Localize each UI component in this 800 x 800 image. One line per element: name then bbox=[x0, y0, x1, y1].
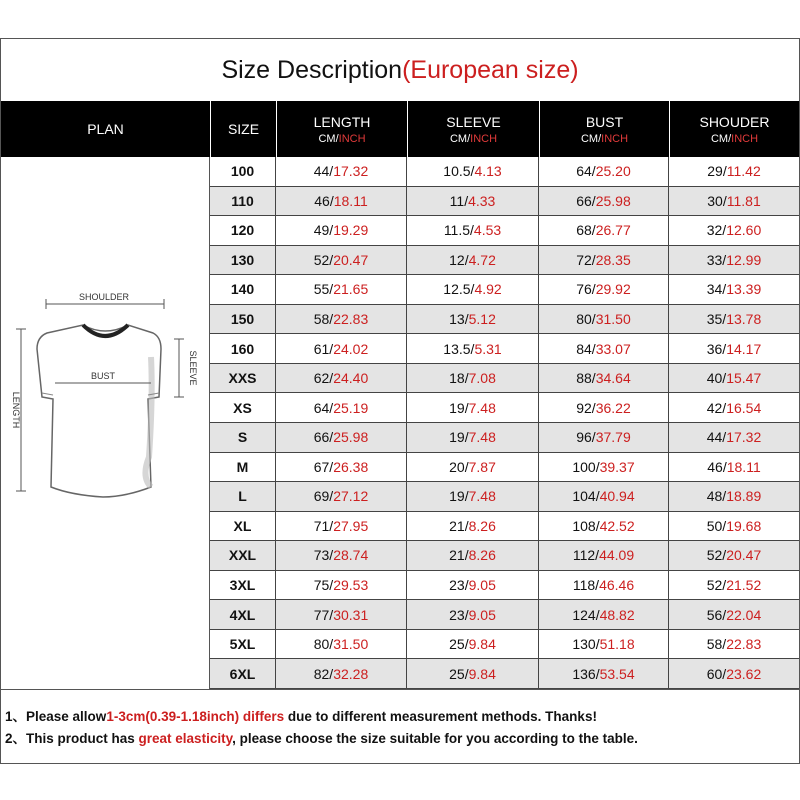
sleeve-inch: 7.48 bbox=[468, 399, 496, 416]
length-cell bbox=[276, 216, 407, 245]
shoulder-inch: 23.62 bbox=[726, 665, 762, 682]
shoulder-inch: 18.11 bbox=[726, 458, 761, 475]
header-shoulder bbox=[669, 101, 799, 157]
bust-inch: 44.09 bbox=[599, 547, 635, 564]
shoulder-inch: 11.81 bbox=[726, 192, 761, 209]
length-cell bbox=[276, 187, 407, 216]
bust-cell bbox=[539, 157, 669, 186]
bust-inch: 25.20 bbox=[595, 163, 631, 180]
shoulder-cm: 32/ bbox=[706, 222, 727, 239]
bust-cm: 130/ bbox=[572, 636, 600, 653]
length-inch: 30.31 bbox=[333, 606, 369, 623]
header-sleeve-label: SLEEVE bbox=[446, 113, 501, 130]
table-row bbox=[210, 659, 799, 689]
shoulder-inch: 15.47 bbox=[726, 370, 762, 387]
size-chart bbox=[0, 38, 800, 764]
shoulder-cm: 36/ bbox=[706, 340, 727, 357]
sleeve-cm: 19/ bbox=[449, 488, 469, 505]
shoulder-cell bbox=[669, 659, 799, 688]
length-cm: 62/ bbox=[313, 370, 334, 387]
length-inch: 27.12 bbox=[333, 488, 369, 505]
sleeve-cell bbox=[407, 187, 539, 216]
unit-inch: INCH bbox=[338, 132, 366, 145]
size-cell: 140 bbox=[210, 275, 276, 304]
sleeve-cell bbox=[407, 246, 539, 275]
bust-cell bbox=[539, 512, 669, 541]
size-cell: XXL bbox=[210, 541, 276, 570]
header-shoulder-label: SHOUDER bbox=[699, 113, 770, 130]
shoulder-inch: 13.78 bbox=[726, 311, 762, 328]
note-1-prefix: 1、Please allow bbox=[5, 709, 107, 724]
sleeve-cm: 21/ bbox=[449, 517, 469, 534]
length-cm: 58/ bbox=[313, 311, 334, 328]
table-row bbox=[210, 482, 799, 512]
bust-cm: 88/ bbox=[576, 370, 596, 387]
length-cell bbox=[276, 453, 407, 482]
header-size-label: SIZE bbox=[227, 121, 260, 137]
size-cell: 120 bbox=[210, 216, 276, 245]
bust-inch: 51.18 bbox=[599, 636, 635, 653]
sleeve-cell bbox=[407, 305, 539, 334]
length-cell bbox=[276, 571, 407, 600]
length-cm: 61/ bbox=[313, 340, 334, 357]
shoulder-cell bbox=[669, 423, 799, 452]
note-2-prefix: 2、This product has bbox=[5, 731, 139, 746]
length-cm: 69/ bbox=[313, 488, 334, 505]
size-cell: 100 bbox=[210, 157, 276, 186]
bust-cm: 100/ bbox=[572, 458, 600, 475]
sleeve-cell bbox=[407, 541, 539, 570]
length-cell bbox=[276, 659, 407, 688]
tshirt-icon bbox=[1, 157, 209, 689]
table-row bbox=[210, 541, 799, 571]
sleeve-inch: 8.26 bbox=[468, 517, 496, 534]
shoulder-inch: 16.54 bbox=[726, 399, 762, 416]
header-sleeve bbox=[407, 101, 539, 157]
size-cell: XL bbox=[210, 512, 276, 541]
bust-cell bbox=[539, 364, 669, 393]
length-inch: 29.53 bbox=[333, 577, 369, 594]
bust-inch: 48.82 bbox=[599, 606, 635, 623]
header-sleeve-unit bbox=[450, 133, 497, 145]
sleeve-inch: 4.72 bbox=[468, 251, 496, 268]
shoulder-inch: 11.42 bbox=[726, 163, 761, 180]
unit-inch: INCH bbox=[731, 132, 759, 145]
bust-cell bbox=[539, 453, 669, 482]
sleeve-cm: 21/ bbox=[449, 547, 469, 564]
sleeve-cm: 20/ bbox=[449, 458, 469, 475]
shoulder-inch: 21.52 bbox=[726, 577, 762, 594]
sleeve-cell bbox=[407, 423, 539, 452]
measurement-diagram bbox=[1, 157, 210, 689]
bust-inch: 31.50 bbox=[595, 311, 631, 328]
bust-inch: 39.37 bbox=[599, 458, 635, 475]
sleeve-cm: 11/ bbox=[449, 192, 469, 209]
bust-cell bbox=[539, 334, 669, 363]
bust-cell bbox=[539, 630, 669, 659]
length-cm: 77/ bbox=[313, 606, 334, 623]
length-cm: 75/ bbox=[313, 577, 334, 594]
sleeve-cm: 18/ bbox=[449, 370, 469, 387]
bust-cell bbox=[539, 659, 669, 688]
note-1 bbox=[5, 706, 799, 728]
table-row bbox=[210, 157, 799, 187]
table-row bbox=[210, 275, 799, 305]
bust-inch: 40.94 bbox=[599, 488, 635, 505]
table-row bbox=[210, 630, 799, 660]
length-cell bbox=[276, 630, 407, 659]
sleeve-cell bbox=[407, 630, 539, 659]
shoulder-cell bbox=[669, 157, 799, 186]
size-cell: M bbox=[210, 453, 276, 482]
length-cm: 55/ bbox=[313, 281, 334, 298]
sleeve-inch: 4.53 bbox=[473, 222, 502, 239]
length-cell bbox=[276, 275, 407, 304]
header-length bbox=[276, 101, 407, 157]
sleeve-inch: 7.08 bbox=[468, 370, 496, 387]
bust-cm: 118/ bbox=[572, 577, 600, 594]
length-cell bbox=[276, 393, 407, 422]
header-plan-label: PLAN bbox=[87, 121, 124, 137]
sleeve-cm: 12.5/ bbox=[443, 281, 475, 298]
sleeve-cell bbox=[407, 157, 539, 186]
shoulder-cell bbox=[669, 541, 799, 570]
bust-cell bbox=[539, 246, 669, 275]
size-cell: 6XL bbox=[210, 659, 276, 688]
length-inch: 32.28 bbox=[333, 665, 369, 682]
bust-cm: 72/ bbox=[576, 251, 596, 268]
bust-cm: 96/ bbox=[576, 429, 596, 446]
header-size bbox=[210, 101, 276, 157]
size-cell: 160 bbox=[210, 334, 276, 363]
bust-inch: 28.35 bbox=[595, 251, 631, 268]
sleeve-cm: 23/ bbox=[449, 577, 469, 594]
sleeve-cm: 23/ bbox=[449, 606, 469, 623]
bust-cm: 64/ bbox=[576, 163, 596, 180]
header-bust bbox=[539, 101, 669, 157]
note-2-suffix: , please choose the size suitable for you according to the table. bbox=[232, 731, 638, 746]
bust-inch: 36.22 bbox=[595, 399, 631, 416]
size-cell: 150 bbox=[210, 305, 276, 334]
shoulder-cm: 44/ bbox=[706, 429, 727, 446]
bust-inch: 26.77 bbox=[595, 222, 631, 239]
sleeve-cm: 25/ bbox=[449, 636, 469, 653]
sleeve-inch: 5.31 bbox=[474, 340, 502, 357]
shoulder-cell bbox=[669, 275, 799, 304]
sleeve-cm: 25/ bbox=[449, 665, 469, 682]
bust-cell bbox=[539, 275, 669, 304]
sleeve-cm: 10.5/ bbox=[443, 163, 475, 180]
length-inch: 24.40 bbox=[333, 370, 369, 387]
sleeve-inch: 8.26 bbox=[468, 547, 496, 564]
bust-cm: 112/ bbox=[572, 547, 600, 564]
sleeve-cm: 19/ bbox=[449, 429, 469, 446]
length-cm: 49/ bbox=[313, 222, 334, 239]
header-length-unit bbox=[318, 133, 365, 145]
length-label: LENGTH bbox=[11, 391, 21, 429]
shoulder-cm: 34/ bbox=[706, 281, 727, 298]
sleeve-cell bbox=[407, 482, 539, 511]
shoulder-inch: 18.89 bbox=[726, 488, 762, 505]
sleeve-cell bbox=[407, 659, 539, 688]
sleeve-cell bbox=[407, 571, 539, 600]
sleeve-inch: 9.05 bbox=[468, 606, 496, 623]
length-cell bbox=[276, 600, 407, 629]
bust-cell bbox=[539, 423, 669, 452]
length-inch: 25.98 bbox=[333, 429, 369, 446]
length-inch: 17.32 bbox=[333, 163, 369, 180]
length-inch: 27.95 bbox=[333, 517, 369, 534]
size-cell: 130 bbox=[210, 246, 276, 275]
length-inch: 19.29 bbox=[333, 222, 369, 239]
size-cell: 5XL bbox=[210, 630, 276, 659]
size-cell: XXS bbox=[210, 364, 276, 393]
shoulder-inch: 19.68 bbox=[726, 517, 762, 534]
length-inch: 22.83 bbox=[333, 311, 369, 328]
sleeve-inch: 5.12 bbox=[468, 311, 496, 328]
bust-cell bbox=[539, 305, 669, 334]
sleeve-inch: 7.48 bbox=[468, 429, 496, 446]
header-bust-unit bbox=[581, 133, 628, 145]
shoulder-cell bbox=[669, 453, 799, 482]
length-cm: 80/ bbox=[313, 636, 334, 653]
bust-cell bbox=[539, 600, 669, 629]
unit-inch: INCH bbox=[601, 132, 629, 145]
table-row bbox=[210, 364, 799, 394]
size-cell: 110 bbox=[210, 187, 276, 216]
bust-cm: 136/ bbox=[572, 665, 600, 682]
unit-cm: CM/ bbox=[710, 132, 732, 145]
shoulder-cell bbox=[669, 216, 799, 245]
bust-cell bbox=[539, 571, 669, 600]
sleeve-cell bbox=[407, 393, 539, 422]
length-cell bbox=[276, 157, 407, 186]
shoulder-inch: 12.99 bbox=[726, 251, 762, 268]
shoulder-cm: 42/ bbox=[706, 399, 727, 416]
shoulder-cm: 33/ bbox=[706, 251, 727, 268]
bust-cm: 80/ bbox=[576, 311, 596, 328]
length-inch: 28.74 bbox=[333, 547, 369, 564]
sleeve-cell bbox=[407, 334, 539, 363]
length-cell bbox=[276, 423, 407, 452]
unit-cm: CM/ bbox=[318, 132, 339, 145]
tshirt-outline bbox=[37, 325, 161, 497]
shoulder-cell bbox=[669, 305, 799, 334]
unit-inch: INCH bbox=[470, 132, 498, 145]
shoulder-cm: 56/ bbox=[706, 606, 727, 623]
bust-cell bbox=[539, 216, 669, 245]
bust-cell bbox=[539, 393, 669, 422]
shoulder-cell bbox=[669, 393, 799, 422]
table-row bbox=[210, 187, 799, 217]
shoulder-cell bbox=[669, 600, 799, 629]
shoulder-cm: 35/ bbox=[706, 311, 727, 328]
shoulder-cm: 48/ bbox=[706, 488, 727, 505]
table-header bbox=[1, 101, 799, 157]
sleeve-inch: 7.87 bbox=[468, 458, 496, 475]
shoulder-cell bbox=[669, 364, 799, 393]
bust-inch: 25.98 bbox=[595, 192, 631, 209]
header-plan bbox=[1, 101, 210, 157]
length-inch: 20.47 bbox=[333, 251, 369, 268]
sleeve-cm: 13/ bbox=[449, 311, 469, 328]
table-row bbox=[210, 600, 799, 630]
shoulder-cm: 29/ bbox=[707, 163, 727, 180]
shoulder-cell bbox=[669, 482, 799, 511]
shoulder-cm: 50/ bbox=[706, 517, 727, 534]
unit-cm: CM/ bbox=[580, 132, 602, 145]
bust-cm: 84/ bbox=[576, 340, 596, 357]
shoulder-inch: 22.04 bbox=[726, 606, 762, 623]
shoulder-cell bbox=[669, 630, 799, 659]
table-row bbox=[210, 305, 799, 335]
bust-cm: 66/ bbox=[576, 192, 596, 209]
shoulder-cell bbox=[669, 512, 799, 541]
shoulder-cell bbox=[669, 571, 799, 600]
bust-cm: 104/ bbox=[572, 488, 600, 505]
sleeve-inch: 9.05 bbox=[468, 577, 496, 594]
sleeve-inch: 9.84 bbox=[468, 665, 496, 682]
bust-cm: 108/ bbox=[572, 517, 600, 534]
length-cm: 66/ bbox=[313, 429, 334, 446]
bust-inch: 33.07 bbox=[595, 340, 631, 357]
bust-cm: 124/ bbox=[572, 606, 600, 623]
length-cm: 73/ bbox=[313, 547, 334, 564]
length-cm: 64/ bbox=[313, 399, 334, 416]
sleeve-cell bbox=[407, 453, 539, 482]
sleeve-cm: 12/ bbox=[449, 251, 469, 268]
shoulder-cm: 30/ bbox=[707, 192, 727, 209]
shoulder-cm: 60/ bbox=[706, 665, 727, 682]
length-cm: 71/ bbox=[313, 517, 334, 534]
length-cell bbox=[276, 246, 407, 275]
shoulder-label: SHOULDER bbox=[78, 292, 130, 302]
sleeve-inch: 4.33 bbox=[468, 192, 496, 209]
shoulder-cm: 52/ bbox=[706, 547, 727, 564]
length-cm: 44/ bbox=[313, 163, 334, 180]
sleeve-cell bbox=[407, 216, 539, 245]
length-inch: 26.38 bbox=[333, 458, 369, 475]
sleeve-cell bbox=[407, 512, 539, 541]
bust-inch: 42.52 bbox=[599, 517, 635, 534]
size-cell: 3XL bbox=[210, 571, 276, 600]
length-cm: 52/ bbox=[313, 251, 334, 268]
unit-cm: CM/ bbox=[449, 132, 471, 145]
sleeve-cm: 19/ bbox=[449, 399, 469, 416]
header-bust-label: BUST bbox=[585, 113, 624, 130]
length-inch: 31.50 bbox=[333, 636, 369, 653]
shoulder-inch: 20.47 bbox=[726, 547, 762, 564]
shoulder-cm: 40/ bbox=[706, 370, 727, 387]
sleeve-inch: 4.92 bbox=[474, 281, 502, 298]
notes bbox=[1, 689, 799, 763]
table-row bbox=[210, 216, 799, 246]
length-cell bbox=[276, 364, 407, 393]
note-2 bbox=[5, 728, 799, 750]
note-2-highlight: great elasticity bbox=[138, 731, 233, 746]
shoulder-cm: 52/ bbox=[706, 577, 727, 594]
sleeve-cell bbox=[407, 600, 539, 629]
sleeve-cell bbox=[407, 364, 539, 393]
shoulder-inch: 17.32 bbox=[726, 429, 762, 446]
title-main: Size Description bbox=[221, 55, 403, 84]
bust-cm: 76/ bbox=[576, 281, 596, 298]
shoulder-cm: 58/ bbox=[706, 636, 727, 653]
note-1-highlight: 1-3cm(0.39-1.18inch) differs bbox=[106, 709, 285, 724]
header-length-label: LENGTH bbox=[313, 113, 371, 130]
shoulder-cell bbox=[669, 187, 799, 216]
length-inch: 18.11 bbox=[333, 192, 368, 209]
length-cm: 82/ bbox=[313, 665, 334, 682]
shoulder-cell bbox=[669, 246, 799, 275]
bust-cell bbox=[539, 187, 669, 216]
size-cell: 4XL bbox=[210, 600, 276, 629]
bust-cell bbox=[539, 482, 669, 511]
length-cell bbox=[276, 541, 407, 570]
bust-label: BUST bbox=[90, 371, 116, 381]
bust-inch: 46.46 bbox=[599, 577, 635, 594]
shoulder-inch: 12.60 bbox=[726, 222, 762, 239]
shoulder-inch: 22.83 bbox=[726, 636, 762, 653]
bust-cm: 68/ bbox=[576, 222, 596, 239]
sleeve-inch: 4.13 bbox=[474, 163, 502, 180]
shoulder-inch: 13.39 bbox=[726, 281, 762, 298]
size-cell: XS bbox=[210, 393, 276, 422]
length-cell bbox=[276, 334, 407, 363]
shoulder-cm: 46/ bbox=[707, 458, 727, 475]
bust-inch: 34.64 bbox=[595, 370, 631, 387]
sleeve-inch: 7.48 bbox=[468, 488, 496, 505]
size-cell: L bbox=[210, 482, 276, 511]
table-row bbox=[210, 393, 799, 423]
title-highlight: (European size) bbox=[402, 55, 579, 84]
bust-cell bbox=[539, 541, 669, 570]
bust-inch: 29.92 bbox=[595, 281, 631, 298]
length-cell bbox=[276, 305, 407, 334]
bust-cm: 92/ bbox=[576, 399, 596, 416]
note-1-suffix: due to different measurement methods. Thanks! bbox=[284, 709, 597, 724]
size-cell: S bbox=[210, 423, 276, 452]
sleeve-cell bbox=[407, 275, 539, 304]
sleeve-cm: 13.5/ bbox=[443, 340, 475, 357]
sleeve-inch: 9.84 bbox=[468, 636, 496, 653]
chart-title bbox=[1, 39, 799, 101]
table-row bbox=[210, 453, 799, 483]
bust-inch: 37.79 bbox=[595, 429, 631, 446]
header-shoulder-unit bbox=[711, 133, 758, 145]
sleeve-label: SLEEVE bbox=[188, 350, 198, 386]
table-row bbox=[210, 246, 799, 276]
shoulder-cell bbox=[669, 334, 799, 363]
length-inch: 25.19 bbox=[333, 399, 369, 416]
length-cell bbox=[276, 512, 407, 541]
length-cell bbox=[276, 482, 407, 511]
shoulder-inch: 14.17 bbox=[726, 340, 762, 357]
length-inch: 21.65 bbox=[333, 281, 369, 298]
sleeve-cm: 11.5/ bbox=[443, 222, 474, 239]
length-cm: 46/ bbox=[314, 192, 334, 209]
table-row bbox=[210, 571, 799, 601]
table-row bbox=[210, 334, 799, 364]
bust-inch: 53.54 bbox=[599, 665, 635, 682]
table-row bbox=[210, 423, 799, 453]
length-inch: 24.02 bbox=[333, 340, 369, 357]
length-cm: 67/ bbox=[313, 458, 334, 475]
table-row bbox=[210, 512, 799, 542]
